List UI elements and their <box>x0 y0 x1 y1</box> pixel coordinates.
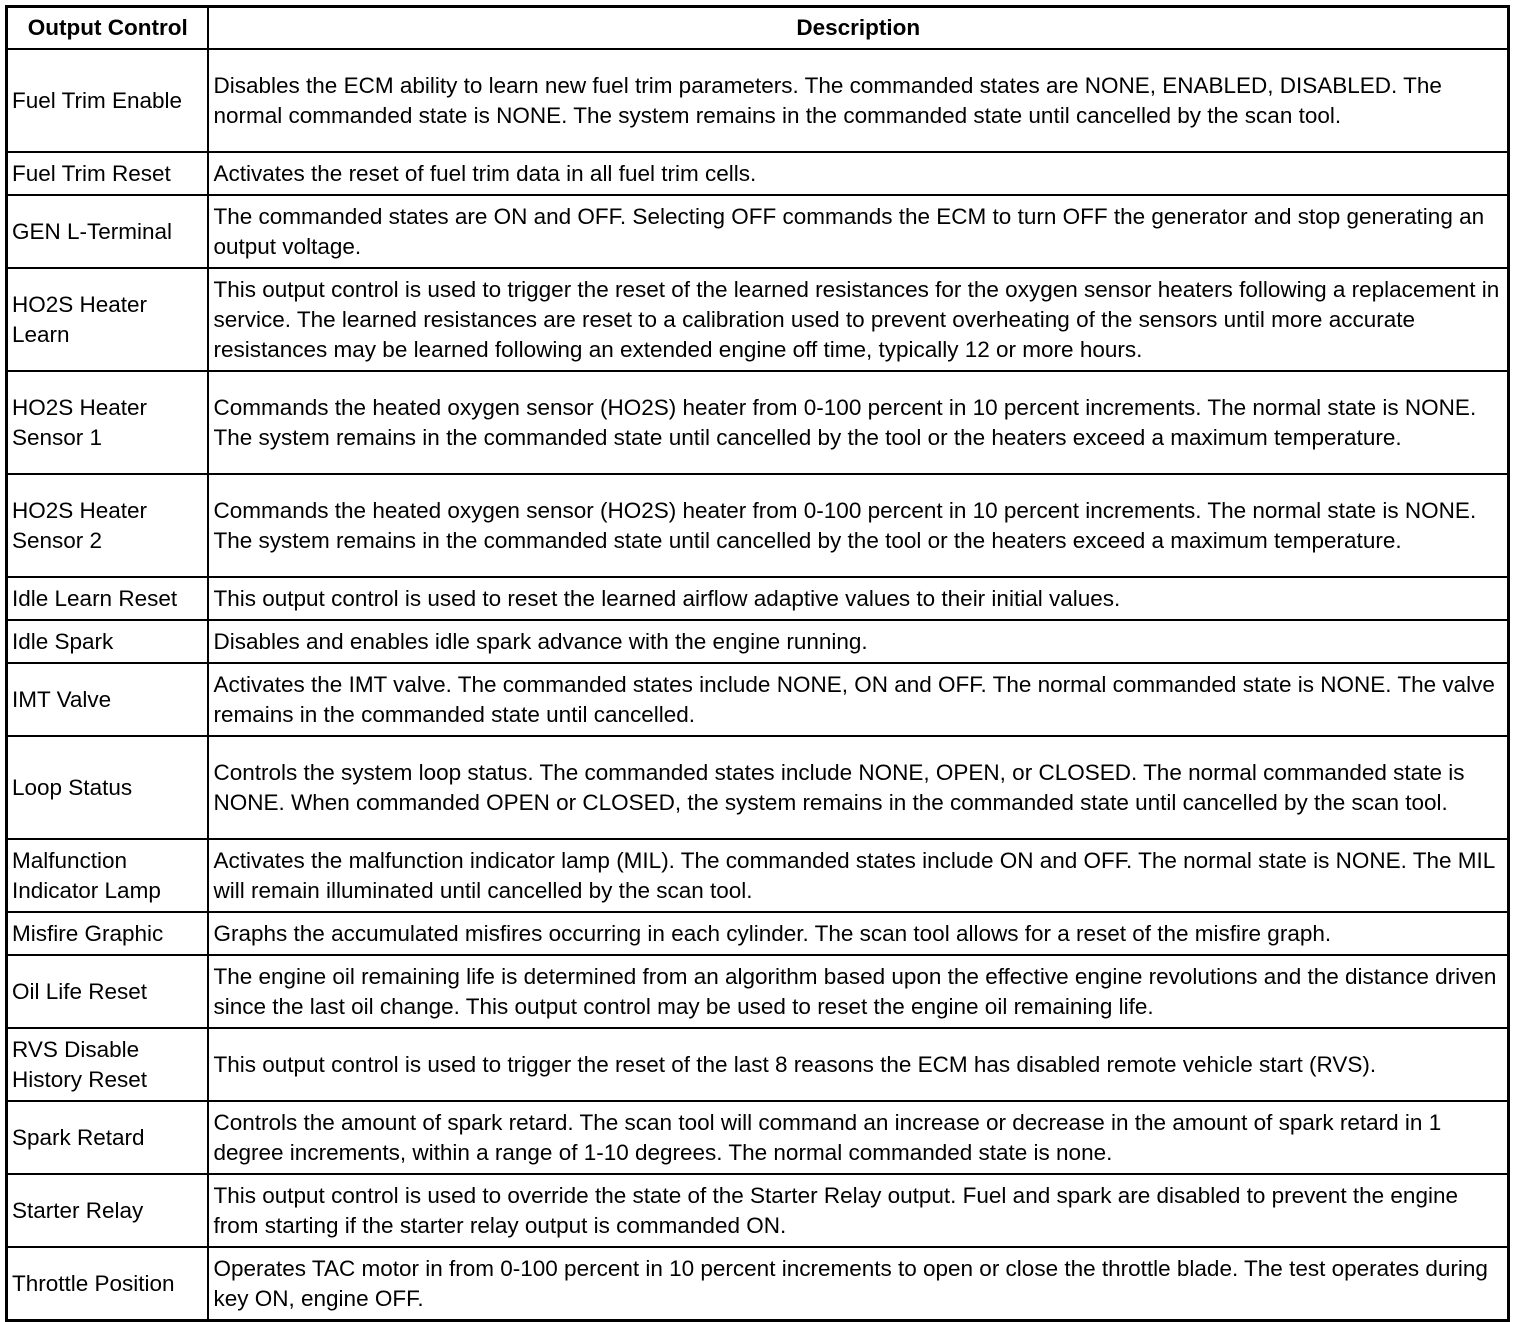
table-row <box>7 1101 1509 1174</box>
description-cell: Graphs the accumulated misfires occurring in each cylinder. The scan tool allows for a reset of the misfire graph. <box>208 912 1509 955</box>
table-row <box>7 736 1509 839</box>
output-control-cell: Idle Learn Reset <box>7 577 208 620</box>
table-row <box>7 955 1509 1028</box>
description-cell: Activates the reset of fuel trim data in all fuel trim cells. <box>208 152 1509 195</box>
output-control-cell: Malfunction Indicator Lamp <box>7 839 208 912</box>
description-cell: Commands the heated oxygen sensor (HO2S) heater from 0-100 percent in 10 percent increments. The normal state is NONE. The system remains in the commanded state until cancelled by the tool or the heaters exceed a maximum temperature. <box>208 474 1509 577</box>
table-row <box>7 577 1509 620</box>
description-cell: The commanded states are ON and OFF. Selecting OFF commands the ECM to turn OFF the generator and stop generating an output voltage. <box>208 195 1509 268</box>
table-row <box>7 912 1509 955</box>
table-row <box>7 152 1509 195</box>
output-control-table <box>5 5 1510 1322</box>
table-row <box>7 1028 1509 1101</box>
description-cell: This output control is used to reset the learned airflow adaptive values to their initial values. <box>208 577 1509 620</box>
table-row <box>7 839 1509 912</box>
description-cell: Controls the amount of spark retard. The scan tool will command an increase or decrease in the amount of spark retard in 1 degree increments, within a range of 1-10 degrees. The normal commanded state is none. <box>208 1101 1509 1174</box>
table-row <box>7 1247 1509 1321</box>
header-row <box>7 7 1509 50</box>
table-row <box>7 371 1509 474</box>
description-cell: This output control is used to trigger the reset of the last 8 reasons the ECM has disabled remote vehicle start (RVS). <box>208 1028 1509 1101</box>
output-control-cell: Starter Relay <box>7 1174 208 1247</box>
output-control-cell: IMT Valve <box>7 663 208 736</box>
description-cell: The engine oil remaining life is determined from an algorithm based upon the effective engine revolutions and the distance driven since the last oil change. This output control may be used to reset the engine oil remaining life. <box>208 955 1509 1028</box>
table-row <box>7 474 1509 577</box>
description-cell: Commands the heated oxygen sensor (HO2S) heater from 0-100 percent in 10 percent increments. The normal state is NONE. The system remains in the commanded state until cancelled by the tool or the heaters exceed a maximum temperature. <box>208 371 1509 474</box>
output-control-cell: HO2S Heater Sensor 1 <box>7 371 208 474</box>
table-row <box>7 620 1509 663</box>
description-cell: Disables the ECM ability to learn new fuel trim parameters. The commanded states are NONE, ENABLED, DISABLED. The normal commanded state is NONE. The system remains in the commanded state until cancelled by the scan tool. <box>208 49 1509 152</box>
header-output-control: Output Control <box>7 7 208 50</box>
description-cell: Activates the IMT valve. The commanded states include NONE, ON and OFF. The normal commanded state is NONE. The valve remains in the commanded state until cancelled. <box>208 663 1509 736</box>
output-control-cell: RVS Disable History Reset <box>7 1028 208 1101</box>
table-row <box>7 1174 1509 1247</box>
output-control-cell: Misfire Graphic <box>7 912 208 955</box>
output-control-cell: HO2S Heater Learn <box>7 268 208 371</box>
output-control-cell: Loop Status <box>7 736 208 839</box>
table-row <box>7 49 1509 152</box>
output-control-cell: GEN L-Terminal <box>7 195 208 268</box>
description-cell: Operates TAC motor in from 0-100 percent in 10 percent increments to open or close the throttle blade. The test operates during key ON, engine OFF. <box>208 1247 1509 1321</box>
output-control-cell: Throttle Position <box>7 1247 208 1321</box>
description-cell: Disables and enables idle spark advance with the engine running. <box>208 620 1509 663</box>
output-control-cell: Spark Retard <box>7 1101 208 1174</box>
description-cell: Activates the malfunction indicator lamp (MIL). The commanded states include ON and OFF. The normal state is NONE. The MIL will remain illuminated until cancelled by the scan tool. <box>208 839 1509 912</box>
output-control-cell: Oil Life Reset <box>7 955 208 1028</box>
table-row <box>7 663 1509 736</box>
description-cell: Controls the system loop status. The commanded states include NONE, OPEN, or CLOSED. The normal commanded state is NONE. When commanded OPEN or CLOSED, the system remains in the commanded state until cancelled by the scan tool. <box>208 736 1509 839</box>
output-control-cell: Fuel Trim Enable <box>7 49 208 152</box>
output-control-cell: HO2S Heater Sensor 2 <box>7 474 208 577</box>
table-row <box>7 268 1509 371</box>
output-control-cell: Fuel Trim Reset <box>7 152 208 195</box>
header-description: Description <box>208 7 1509 50</box>
description-cell: This output control is used to trigger the reset of the learned resistances for the oxygen sensor heaters following a replacement in service. The learned resistances are reset to a calibration used to prevent overheating of the sensors until more accurate resistances may be learned following an extended engine off time, typically 12 or more hours. <box>208 268 1509 371</box>
output-control-cell: Idle Spark <box>7 620 208 663</box>
table-row <box>7 195 1509 268</box>
description-cell: This output control is used to override the state of the Starter Relay output. Fuel and spark are disabled to prevent the engine from starting if the starter relay output is commanded ON. <box>208 1174 1509 1247</box>
